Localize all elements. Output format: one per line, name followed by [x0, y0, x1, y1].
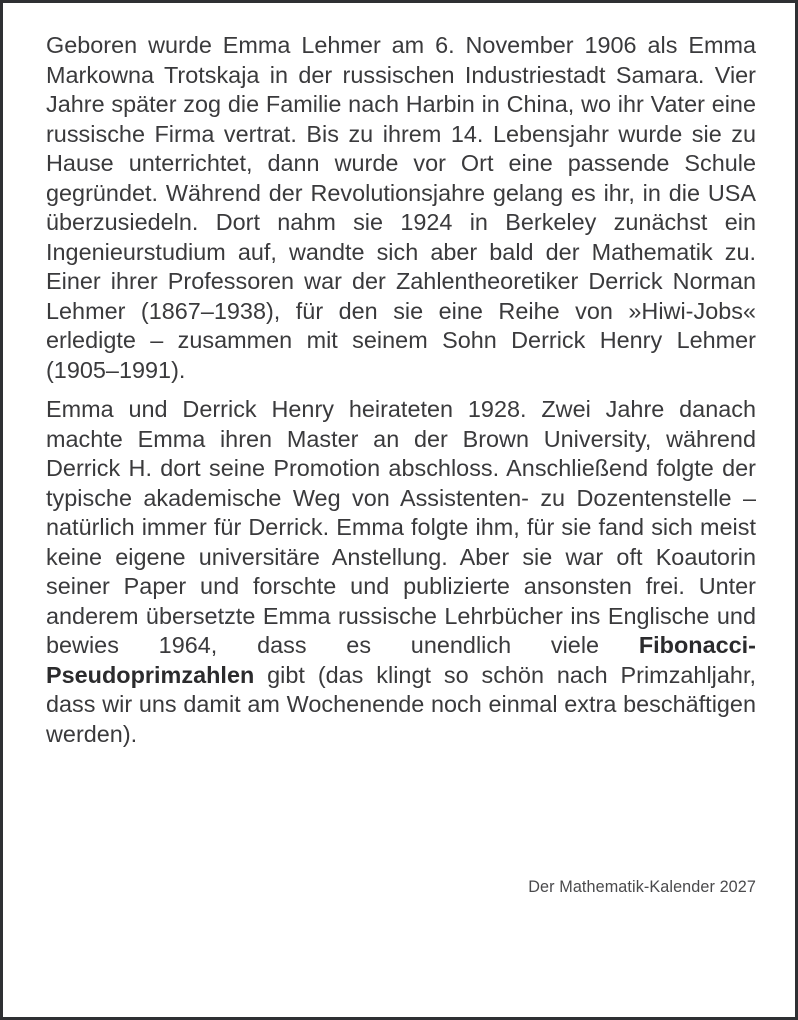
text-run: Emma und Derrick Henry heirateten 1928. Zwei Jahre danach machte Emma ihren Master an der Brown University, während Derrick H. dort seine Promotion abschloss. Anschließend folgte der typische akademische Weg von Assistenten- zu Dozentenstelle – natürlich immer für Derrick. Emma folgte ihm, für sie fand sich meist keine eigene universitäre Anstellung. Aber sie war oft Koautorin seiner Paper und forschte und publizierte ansonsten frei. Unter anderem übersetzte Emma russische Lehrbücher ins Englische und bewies 1964, dass es unendlich viele: [46, 396, 756, 658]
page-footer: Der Mathematik-Kalender 2027: [528, 878, 756, 896]
text-run: gibt (das klingt so schön nach Primzahljahr, dass wir uns damit am Wochenende noch einmal extra beschäftigen werden).: [46, 661, 756, 747]
text-run: Geboren wurde Emma Lehmer am 6. November 1906 als Emma Markowna Trotskaja in der russischen Industriestadt Samara. Vier Jahre später zog die Familie nach Harbin in China, wo ihr Vater eine russische Firma vertrat. Bis zu ihrem 14. Lebensjahr wurde sie zu Hause unterrichtet, dann wurde vor Ort eine passende Schule gegründet. Während der Revolutionsjahre gelang es ihr, in die USA überzusiedeln. Dort nahm sie 1924 in Berkeley zunächst ein Ingenieurstudium auf, wandte sich aber bald der Mathematik zu. Einer ihrer Professoren war der Zahlentheoretiker Derrick Norman Lehmer (1867–1938), für den sie eine Reihe von »Hiwi-Jobs« erledigte – zusammen mit seinem Sohn Derrick Henry Lehmer (1905–1991).: [46, 32, 756, 383]
paragraph-1: [46, 31, 756, 385]
emphasis-term: Fibonacci-Pseudoprimzahlen: [46, 632, 756, 688]
paragraph-2: [46, 395, 756, 749]
article-body: [46, 31, 756, 749]
